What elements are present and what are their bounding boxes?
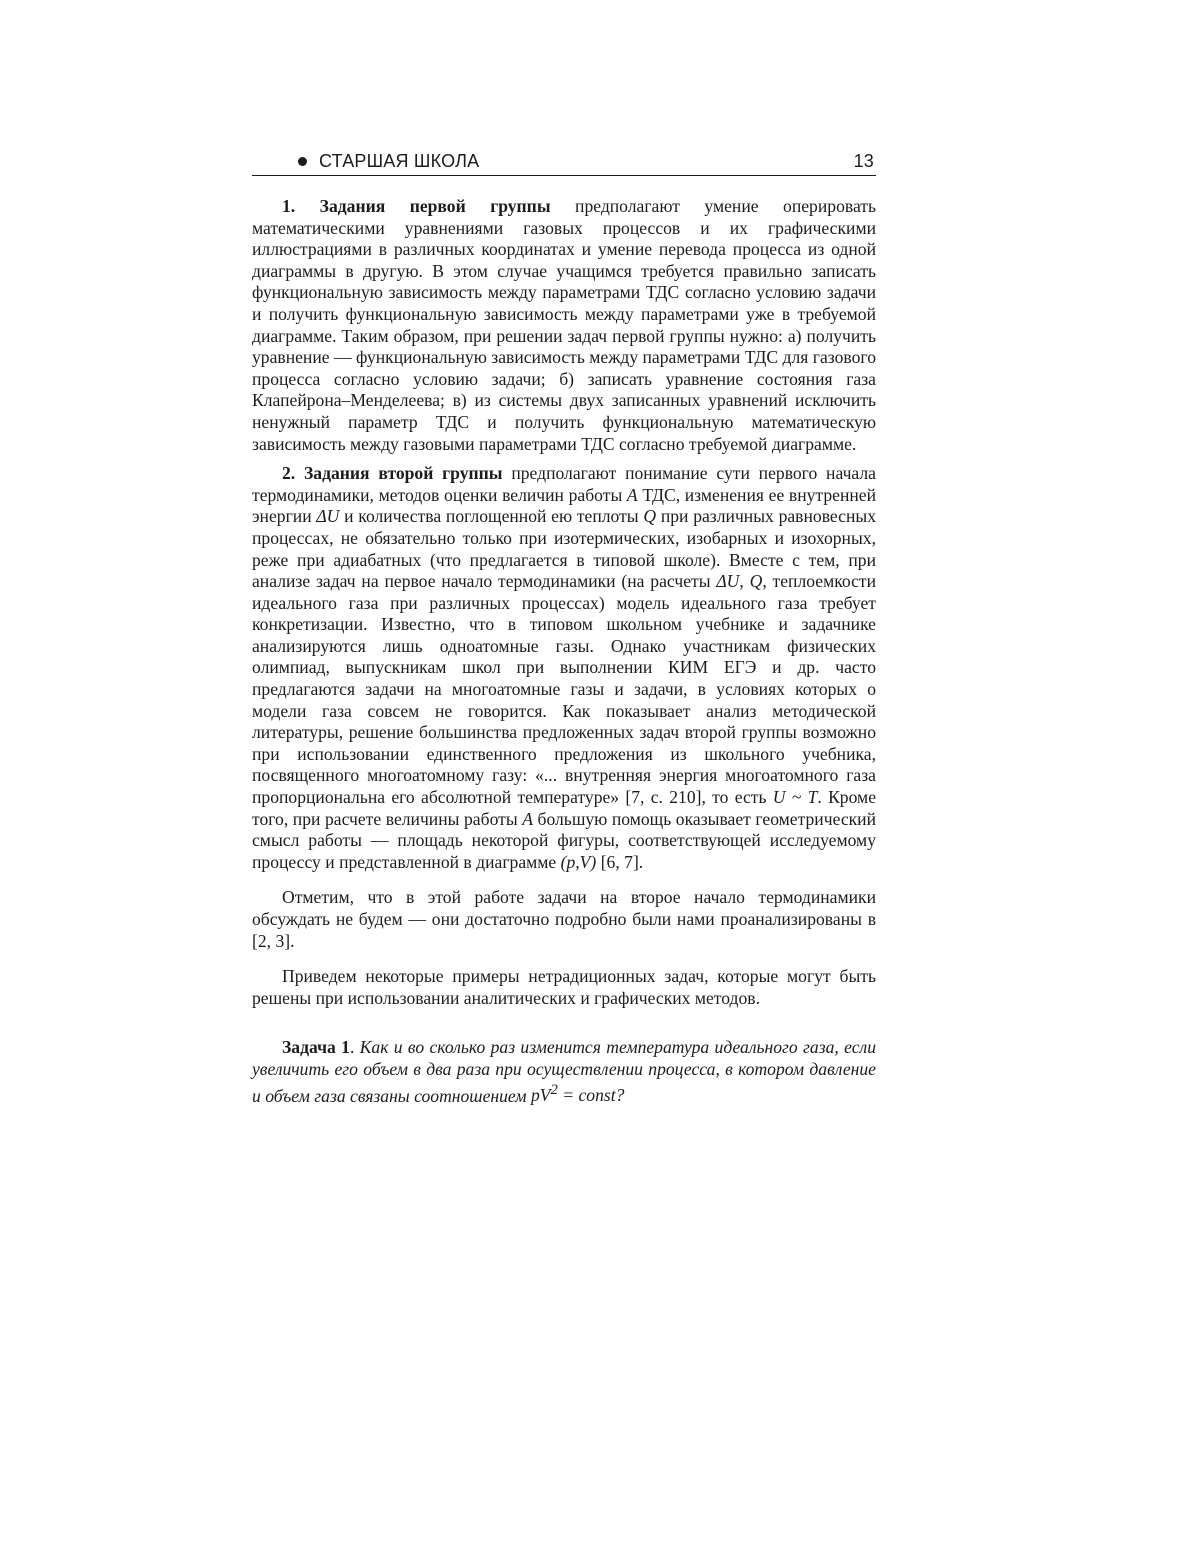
paragraph-text: и количества поглощенной ею теплоты: [339, 506, 644, 527]
body-text: [252, 196, 876, 1107]
math-diagram-coords: (p,V): [560, 851, 597, 872]
paragraph-second-law-note: Отметим, что в этой работе задачи на второе начало термодинамики обсуждать не будем — они достаточно подробно были нами проанализированы в [2, 3].: [252, 887, 876, 951]
problem-label: Задача 1: [282, 1037, 350, 1058]
paragraph-text: [6, 7].: [596, 851, 644, 872]
paragraph-text: . Кроме того, при расчете величины работы: [252, 787, 876, 829]
math-work-symbol: A: [626, 484, 638, 505]
running-head: [252, 150, 876, 176]
problem-formula: [530, 1082, 625, 1106]
math-work-symbol: A: [522, 808, 533, 829]
problem-text: Как и во сколько раз изменится температура идеального газа, если увеличить его объем в два раза при осуществлении процесса, в котором давление и объем газа связаны соотношением: [252, 1037, 876, 1106]
math-energy-change: ΔU: [716, 571, 740, 592]
paragraph-group-one: [252, 196, 876, 455]
paragraph-text: предполагают понимание сути первого начала термодинамики, методов оценки величин работы: [252, 463, 876, 505]
math-energy-change: ΔU: [316, 506, 340, 527]
formula-base: pV: [530, 1085, 551, 1106]
bullet-icon: [298, 157, 307, 166]
problem-label-separator: .: [349, 1037, 360, 1058]
paragraph-group-two: [252, 463, 876, 873]
math-heat-symbol: Q: [643, 506, 657, 527]
problem-statement: [252, 1037, 876, 1107]
section-heading: [252, 150, 479, 172]
paragraph-text: ТДС, изменения ее внутренней энергии: [252, 484, 876, 527]
math-heat-symbol: Q: [749, 571, 763, 592]
paragraph-examples-intro: Приведем некоторые примеры нетрадиционных задач, которые могут быть решены при использовании аналитических и графических методов.: [252, 966, 876, 1008]
paragraph-text: большую помощь оказывает геометрический смысл работы — площадь некоторой фигуры, соответствующей исследуемому процессу и представленной в диаграмме: [252, 808, 877, 872]
section-title: СТАРШАЯ ШКОЛА: [319, 151, 480, 171]
formula-rest: = const?: [557, 1085, 625, 1106]
formula-exponent: 2: [550, 1082, 558, 1099]
paragraph-text: при различных равновесных процессах, не обязательно только при изотермических, изобарных и изохорных, реже при адиабатных (что предлагается в типовой школе). Вместе с тем, при анализе задач на первое начало термодинамики (на расчеты: [252, 506, 876, 592]
paragraph-text: предполагают умение оперировать математическими уравнениями газовых процессов и их графическими иллюстрациями в различных координатах и умение перевода процесса из одной диаграммы в другую. В этом случае учащимся требуется правильно записать функциональную зависимость между параметрами ТДС согласно условию задачи и получить функциональную зависимость между параметрами уже в требуемой диаграмме. Таким образом, при решении задач первой группы нужно: а) получить уравнение — функциональную зависимость между параметрами ТДС для газового процесса согласно условию задачи; б) записать уравнение состояния газа Клапейрона–Менделеева; в) из системы двух записанных уравнений исключить ненужный параметр ТДС и получить функциональную математическую зависимость между газовыми параметрами ТДС согласно требуемой диаграмме.: [252, 196, 877, 454]
page-number: 13: [853, 151, 874, 171]
paragraph-text: , теплоемкости идеального газа при различных процессах) модель идеального газа требует конкретизации. Известно, что в типовом школьном учебнике и задачнике анализируются лишь одноатомные газы. Однако участникам физических олимпиад, выпускникам школ при выполнении КИМ ЕГЭ и др. часто предлагаются задачи на многоатомные газы и задачи, в условиях которых о модели газа совсем не говорится. Как показывает анализ методической литературы, решение большинства предложенных задач второй группы возможно при использовании единственного предложения из школьного учебника, посвященного многоатомному газу: «... внутренняя энергия многоатомного газа пропорциональна его абсолютной температуре» [7, с. 210], то есть: [252, 571, 877, 808]
paragraph-lead: 2. Задания второй группы: [282, 463, 503, 484]
paragraph-text: ,: [739, 571, 750, 592]
math-proportionality: U ~ T: [772, 787, 818, 808]
paragraph-lead: 1. Задания первой группы: [282, 196, 551, 216]
document-page: [252, 150, 876, 1115]
